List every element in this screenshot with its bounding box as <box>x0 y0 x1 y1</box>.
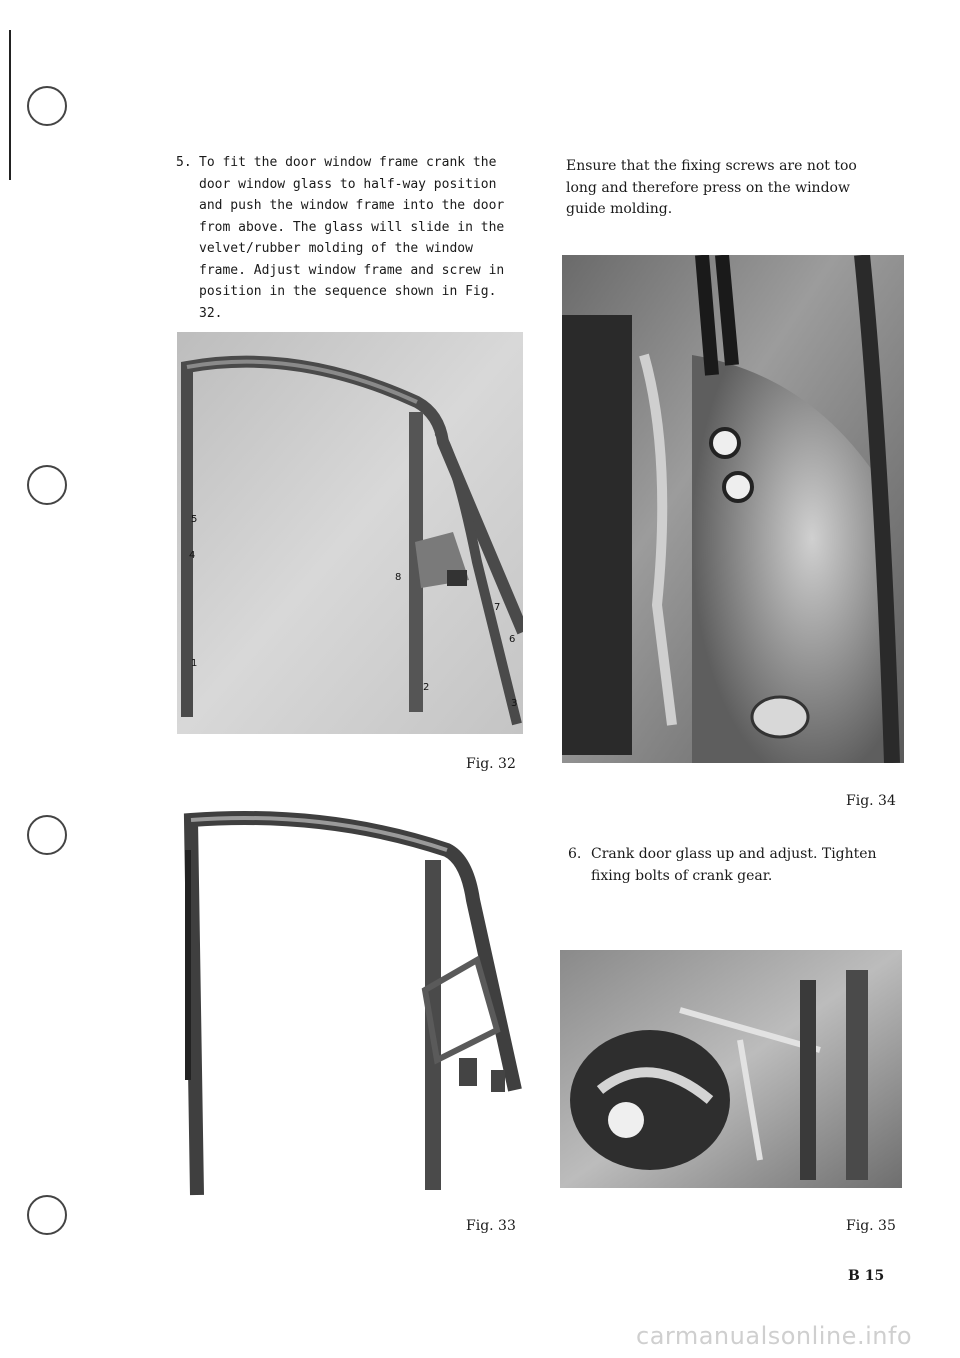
fig-35-photo <box>560 950 902 1188</box>
watermark-text: carmanualsonline.info <box>636 1322 913 1350</box>
step-6-instruction <box>568 844 898 887</box>
fig32-callout: 2 <box>423 682 430 693</box>
step-number: 6. <box>568 846 582 862</box>
punch-hole <box>27 815 67 855</box>
fig32-callout: 7 <box>494 602 501 613</box>
fig-34-photo <box>562 255 904 763</box>
page-number: B 15 <box>848 1268 885 1284</box>
step-text: To fit the door window frame crank the door window glass to half-way position and push the window frame into the door from above. The glass will slide in the velvet/rubber molding of the window frame. Adjust window frame and screw in position in the sequence shown in Fig. 32. <box>199 155 505 321</box>
fig-32-photo <box>177 332 523 734</box>
punch-hole <box>27 465 67 505</box>
fig-34-caption: Fig. 34 <box>846 793 896 809</box>
step-number: 5. <box>176 155 192 170</box>
fig-32-caption: Fig. 32 <box>466 756 516 772</box>
step-5-instruction <box>176 152 522 324</box>
punch-hole <box>27 1195 67 1235</box>
screw-length-note: Ensure that the fixing screws are not too long and therefore press on the window guide molding. <box>566 158 857 217</box>
fig-33-caption: Fig. 33 <box>466 1218 516 1234</box>
step-text: Crank door glass up and adjust. Tighten fixing bolts of crank gear. <box>591 846 877 884</box>
punch-hole <box>27 86 67 126</box>
fig32-callout: 3 <box>511 698 518 709</box>
fig32-callout: 4 <box>189 550 196 561</box>
binder-edge-line <box>9 30 11 180</box>
fig32-callout: 8 <box>395 572 402 583</box>
fig32-callout: 5 <box>191 514 198 525</box>
fig32-callout: 6 <box>509 634 516 645</box>
fig-35-caption: Fig. 35 <box>846 1218 896 1234</box>
fig32-callout: 1 <box>191 658 198 669</box>
fig-33-photo <box>177 790 523 1205</box>
